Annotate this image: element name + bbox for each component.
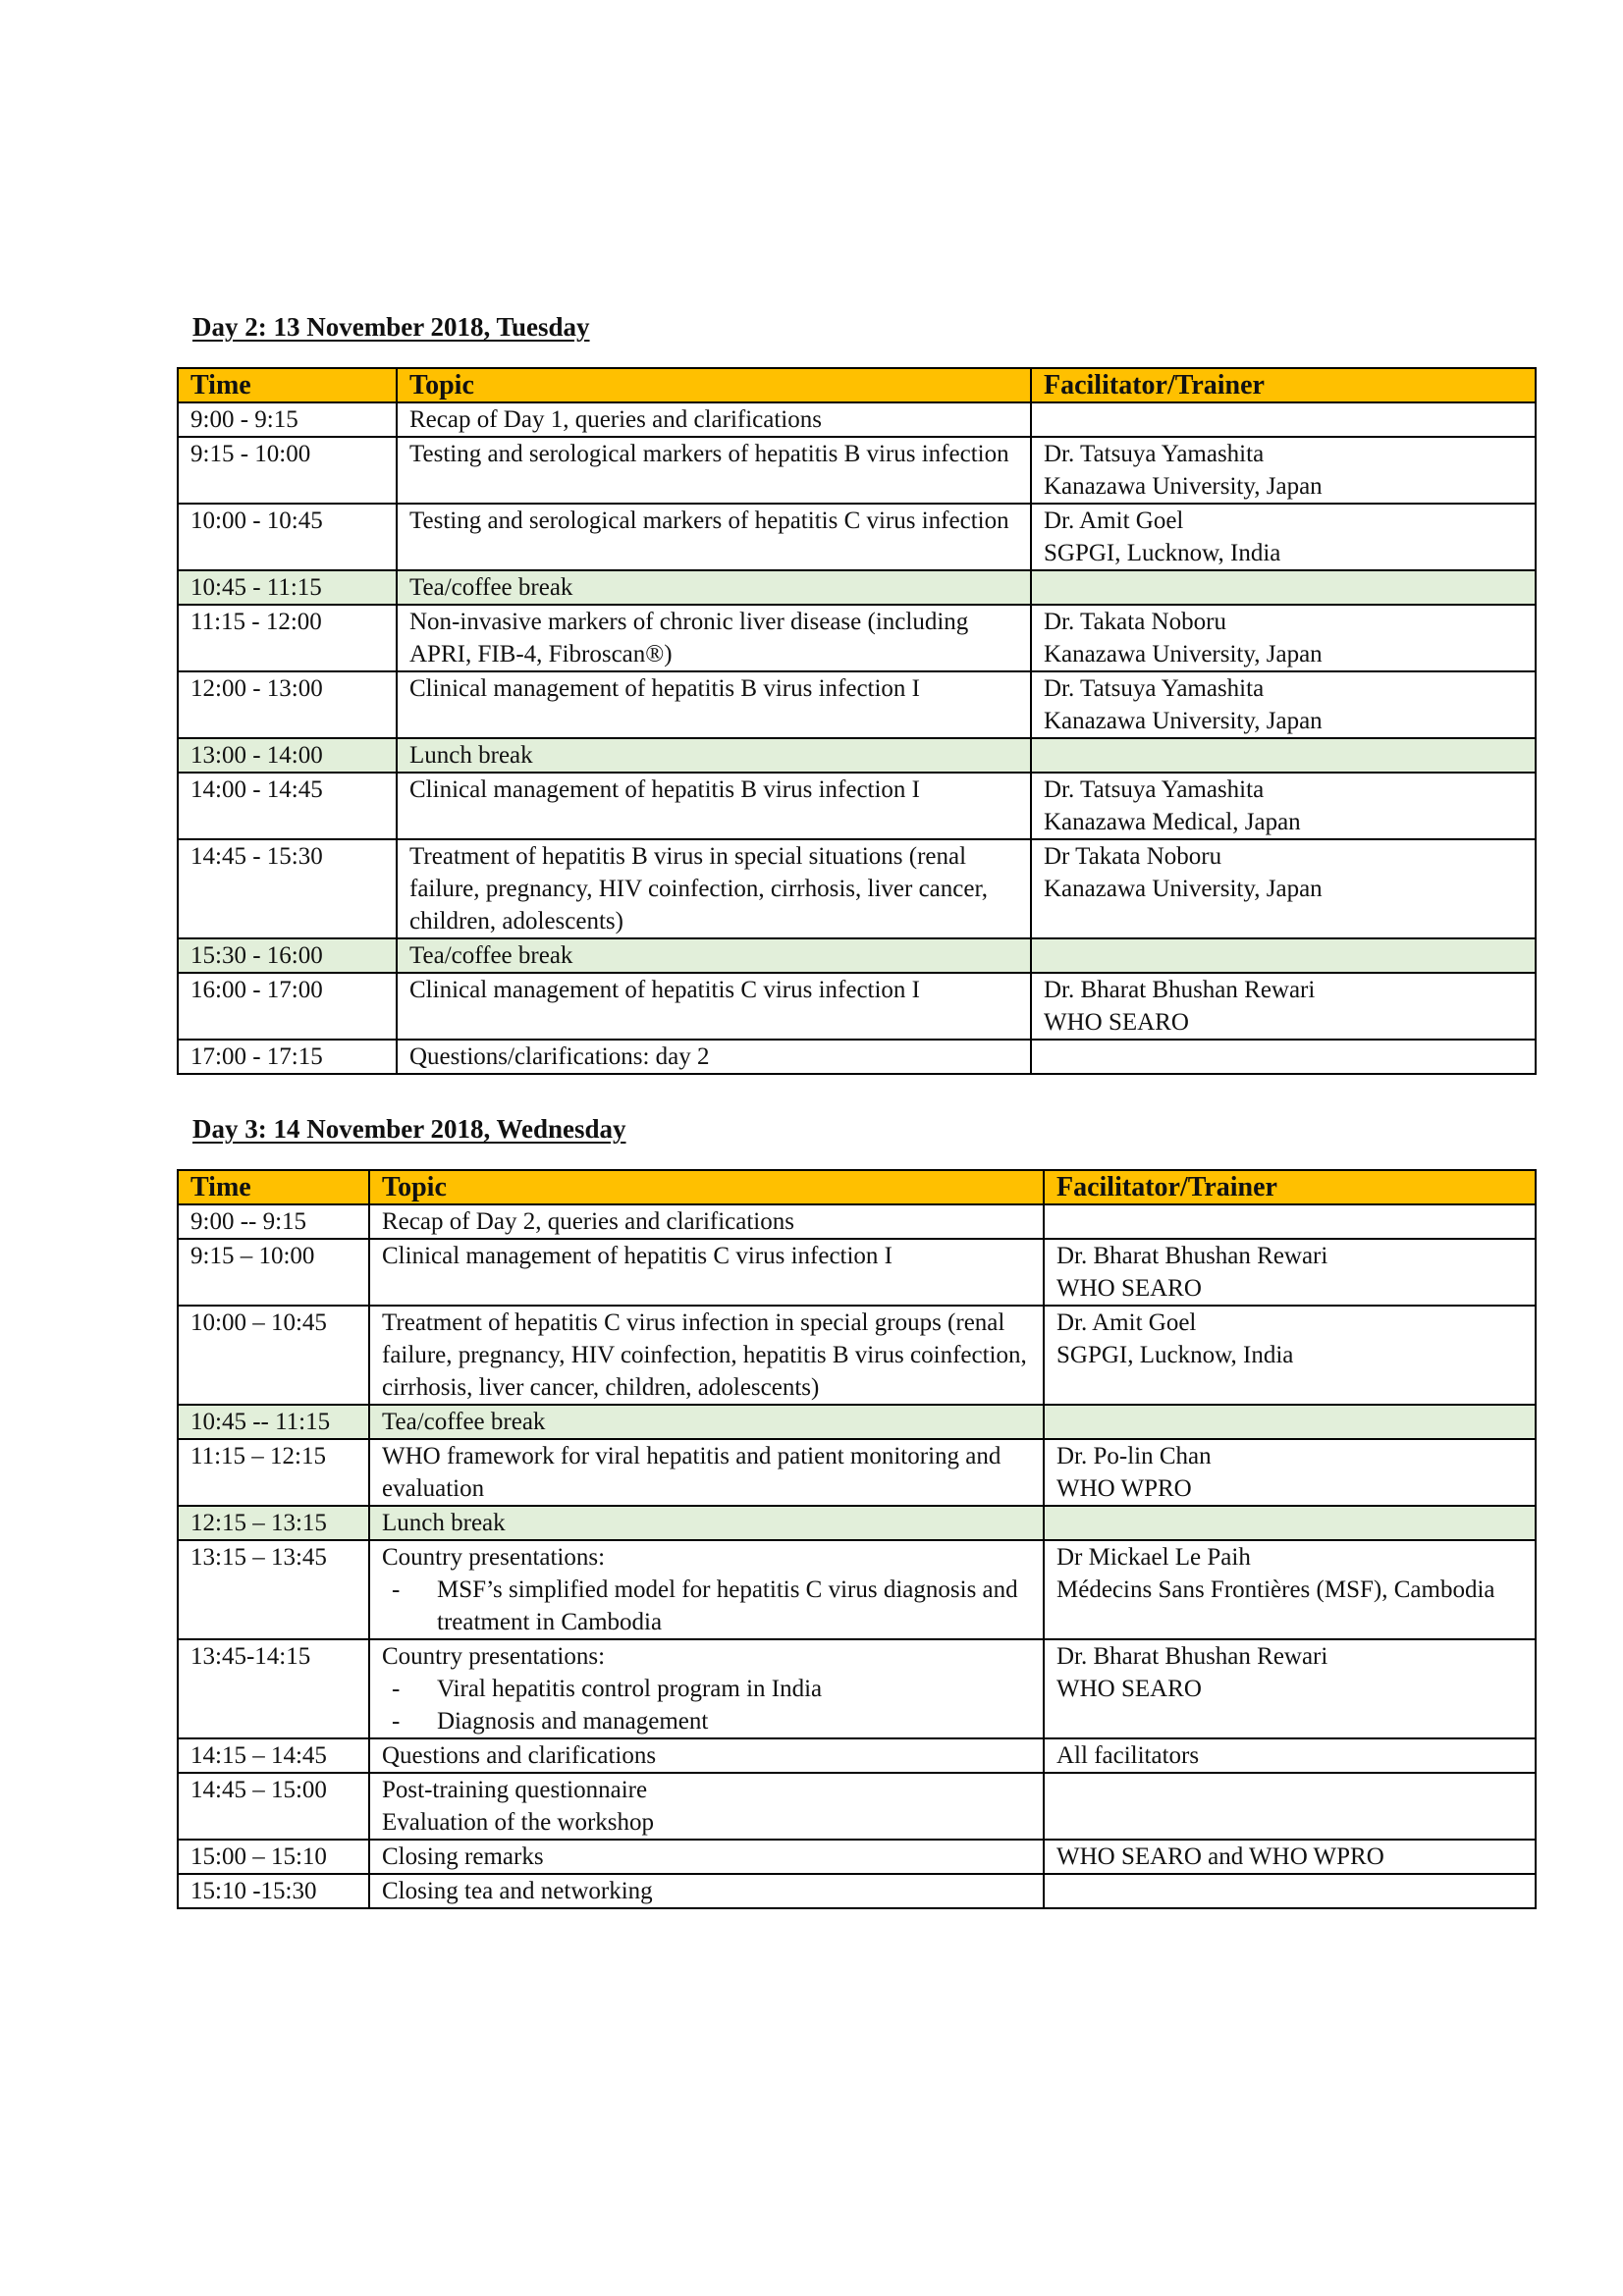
topic-cell: Testing and serological markers of hepatitis C virus infection	[397, 504, 1031, 570]
time-cell: 15:10 -15:30	[178, 1874, 369, 1908]
header-time: Time	[178, 368, 397, 402]
facilitator-affiliation: SGPGI, Lucknow, India	[1044, 540, 1281, 566]
facilitator-cell	[1031, 437, 1536, 504]
facilitator-cell	[1044, 1874, 1536, 1908]
topic-cell	[369, 1773, 1044, 1840]
facilitator-name: Dr. Bharat Bhushan Rewari	[1044, 977, 1316, 1003]
topic-cell: Tea/coffee break	[397, 570, 1031, 605]
time-cell: 14:00 - 14:45	[178, 773, 397, 839]
facilitator-cell	[1031, 671, 1536, 738]
time-cell: 12:00 - 13:00	[178, 671, 397, 738]
time-cell: 9:15 – 10:00	[178, 1239, 369, 1306]
facilitator-cell	[1044, 1405, 1536, 1439]
time-cell: 10:45 -- 11:15	[178, 1405, 369, 1439]
topic-cell: Recap of Day 2, queries and clarifications	[369, 1204, 1044, 1239]
facilitator-cell	[1031, 570, 1536, 605]
facilitator-cell: All facilitators	[1044, 1738, 1536, 1773]
break-row	[178, 1506, 1536, 1540]
facilitator-name: Dr. Bharat Bhushan Rewari	[1056, 1643, 1328, 1670]
facilitator-affiliation: Kanazawa Medical, Japan	[1044, 809, 1301, 835]
facilitator-cell	[1031, 402, 1536, 437]
sub-topic-item: - Diagnosis and management	[392, 1705, 1031, 1737]
topic-cell: Tea/coffee break	[397, 938, 1031, 973]
topic-cell: Treatment of hepatitis B virus in special situations (renal failure, pregnancy, HIV coinfection, cirrhosis, liver cancer, children, adolescents)	[397, 839, 1031, 938]
table-row	[178, 1874, 1536, 1908]
day2-heading: Day 2: 13 November 2018, Tuesday	[192, 312, 590, 342]
table-row	[178, 1239, 1536, 1306]
header-topic: Topic	[397, 368, 1031, 402]
topic-cell: Clinical management of hepatitis B virus infection I	[397, 671, 1031, 738]
topic-cell: Tea/coffee break	[369, 1405, 1044, 1439]
time-cell: 16:00 - 17:00	[178, 973, 397, 1040]
facilitator-affiliation: WHO WPRO	[1056, 1475, 1192, 1502]
facilitator-cell	[1031, 773, 1536, 839]
time-cell: 17:00 - 17:15	[178, 1040, 397, 1074]
facilitator-affiliation: Médecins Sans Frontières (MSF), Cambodia	[1056, 1576, 1495, 1603]
topic-text: Post-training questionnaire	[382, 1777, 648, 1803]
table-row	[178, 1840, 1536, 1874]
table-row	[178, 1439, 1536, 1506]
time-cell: 9:00 -- 9:15	[178, 1204, 369, 1239]
topic-text: Country presentations:	[382, 1544, 606, 1571]
sub-topic-list	[382, 1673, 1031, 1737]
time-cell: 14:45 – 15:00	[178, 1773, 369, 1840]
facilitator-name: Dr Takata Noboru	[1044, 843, 1222, 870]
table-row	[178, 1738, 1536, 1773]
header-facilitator: Facilitator/Trainer	[1031, 368, 1536, 402]
facilitator-cell	[1031, 938, 1536, 973]
facilitator-cell	[1044, 1306, 1536, 1405]
facilitator-name: Dr. Tatsuya Yamashita	[1044, 441, 1265, 467]
facilitator-name: Dr. Tatsuya Yamashita	[1044, 776, 1265, 803]
table-row	[178, 1540, 1536, 1639]
break-row	[178, 1405, 1536, 1439]
facilitator-name: Dr Mickael Le Paih	[1056, 1544, 1251, 1571]
table-row	[178, 437, 1536, 504]
table-row	[178, 1639, 1536, 1738]
time-cell: 10:00 – 10:45	[178, 1306, 369, 1405]
topic-cell: Non-invasive markers of chronic liver disease (including APRI, FIB-4, Fibroscan®)	[397, 605, 1031, 671]
facilitator-cell	[1044, 1773, 1536, 1840]
time-cell: 10:00 - 10:45	[178, 504, 397, 570]
facilitator-affiliation: WHO SEARO	[1044, 1009, 1189, 1036]
topic-cell: Treatment of hepatitis C virus infection in special groups (renal failure, pregnancy, HIV coinfection, hepatitis B virus coinfection, cirrhosis, liver cancer, children, adolescents)	[369, 1306, 1044, 1405]
time-cell: 11:15 - 12:00	[178, 605, 397, 671]
sub-topic-list	[382, 1574, 1031, 1638]
table-row	[178, 973, 1536, 1040]
facilitator-cell	[1031, 839, 1536, 938]
topic-cell	[369, 1639, 1044, 1738]
topic-cell: Recap of Day 1, queries and clarifications	[397, 402, 1031, 437]
facilitator-cell	[1044, 1639, 1536, 1738]
time-cell: 9:00 - 9:15	[178, 402, 397, 437]
facilitator-cell: WHO SEARO and WHO WPRO	[1044, 1840, 1536, 1874]
topic-cell	[369, 1540, 1044, 1639]
facilitator-cell	[1044, 1204, 1536, 1239]
time-cell: 13:45-14:15	[178, 1639, 369, 1738]
header-topic: Topic	[369, 1170, 1044, 1204]
topic-cell: Clinical management of hepatitis B virus infection I	[397, 773, 1031, 839]
facilitator-affiliation: Kanazawa University, Japan	[1044, 876, 1323, 902]
table-row	[178, 1306, 1536, 1405]
topic-cell: Clinical management of hepatitis C virus infection I	[397, 973, 1031, 1040]
facilitator-cell	[1044, 1506, 1536, 1540]
header-facilitator: Facilitator/Trainer	[1044, 1170, 1536, 1204]
time-cell: 9:15 - 10:00	[178, 437, 397, 504]
time-cell: 12:15 – 13:15	[178, 1506, 369, 1540]
facilitator-affiliation: Kanazawa University, Japan	[1044, 708, 1323, 734]
facilitator-name: Dr. Amit Goel	[1056, 1309, 1197, 1336]
sub-topic-item: - Viral hepatitis control program in India	[392, 1673, 1031, 1705]
facilitator-cell	[1031, 605, 1536, 671]
table-row	[178, 504, 1536, 570]
facilitator-cell	[1031, 1040, 1536, 1074]
topic-text: Country presentations:	[382, 1643, 606, 1670]
table-row	[178, 1040, 1536, 1074]
time-cell: 14:45 - 15:30	[178, 839, 397, 938]
table-row	[178, 605, 1536, 671]
table-header-row	[178, 1170, 1536, 1204]
break-row	[178, 938, 1536, 973]
time-cell: 15:30 - 16:00	[178, 938, 397, 973]
facilitator-affiliation: Kanazawa University, Japan	[1044, 641, 1323, 667]
break-row	[178, 738, 1536, 773]
facilitator-name: Dr. Po-lin Chan	[1056, 1443, 1212, 1469]
topic-cell: WHO framework for viral hepatitis and patient monitoring and evaluation	[369, 1439, 1044, 1506]
facilitator-affiliation: SGPGI, Lucknow, India	[1056, 1342, 1294, 1368]
header-time: Time	[178, 1170, 369, 1204]
time-cell: 10:45 - 11:15	[178, 570, 397, 605]
day3-schedule-table	[177, 1169, 1537, 1909]
table-row	[178, 1204, 1536, 1239]
time-cell: 13:15 – 13:45	[178, 1540, 369, 1639]
facilitator-cell	[1031, 738, 1536, 773]
facilitator-affiliation: Kanazawa University, Japan	[1044, 473, 1323, 500]
topic-text: Evaluation of the workshop	[382, 1809, 655, 1836]
facilitator-cell	[1031, 504, 1536, 570]
facilitator-affiliation: WHO SEARO	[1056, 1676, 1202, 1702]
topic-cell: Lunch break	[397, 738, 1031, 773]
day3-heading: Day 3: 14 November 2018, Wednesday	[192, 1114, 626, 1144]
facilitator-name: Dr. Tatsuya Yamashita	[1044, 675, 1265, 702]
day2-schedule-table	[177, 367, 1537, 1075]
facilitator-cell	[1044, 1540, 1536, 1639]
facilitator-cell	[1044, 1439, 1536, 1506]
table-row	[178, 839, 1536, 938]
table-row	[178, 671, 1536, 738]
table-row	[178, 773, 1536, 839]
topic-cell: Questions/clarifications: day 2	[397, 1040, 1031, 1074]
facilitator-name: Dr. Bharat Bhushan Rewari	[1056, 1243, 1328, 1269]
facilitator-cell	[1044, 1239, 1536, 1306]
sub-topic-item: - MSF’s simplified model for hepatitis C virus diagnosis and treatment in Cambodia	[392, 1574, 1031, 1638]
topic-cell: Testing and serological markers of hepatitis B virus infection	[397, 437, 1031, 504]
table-row	[178, 1773, 1536, 1840]
topic-cell: Lunch break	[369, 1506, 1044, 1540]
table-row	[178, 402, 1536, 437]
topic-cell: Closing remarks	[369, 1840, 1044, 1874]
topic-cell: Questions and clarifications	[369, 1738, 1044, 1773]
time-cell: 13:00 - 14:00	[178, 738, 397, 773]
facilitator-affiliation: WHO SEARO	[1056, 1275, 1202, 1302]
facilitator-name: Dr. Takata Noboru	[1044, 609, 1226, 635]
topic-cell: Closing tea and networking	[369, 1874, 1044, 1908]
break-row	[178, 570, 1536, 605]
time-cell: 14:15 – 14:45	[178, 1738, 369, 1773]
time-cell: 11:15 – 12:15	[178, 1439, 369, 1506]
facilitator-name: Dr. Amit Goel	[1044, 507, 1184, 534]
facilitator-cell	[1031, 973, 1536, 1040]
table-header-row	[178, 368, 1536, 402]
time-cell: 15:00 – 15:10	[178, 1840, 369, 1874]
topic-cell: Clinical management of hepatitis C virus infection I	[369, 1239, 1044, 1306]
